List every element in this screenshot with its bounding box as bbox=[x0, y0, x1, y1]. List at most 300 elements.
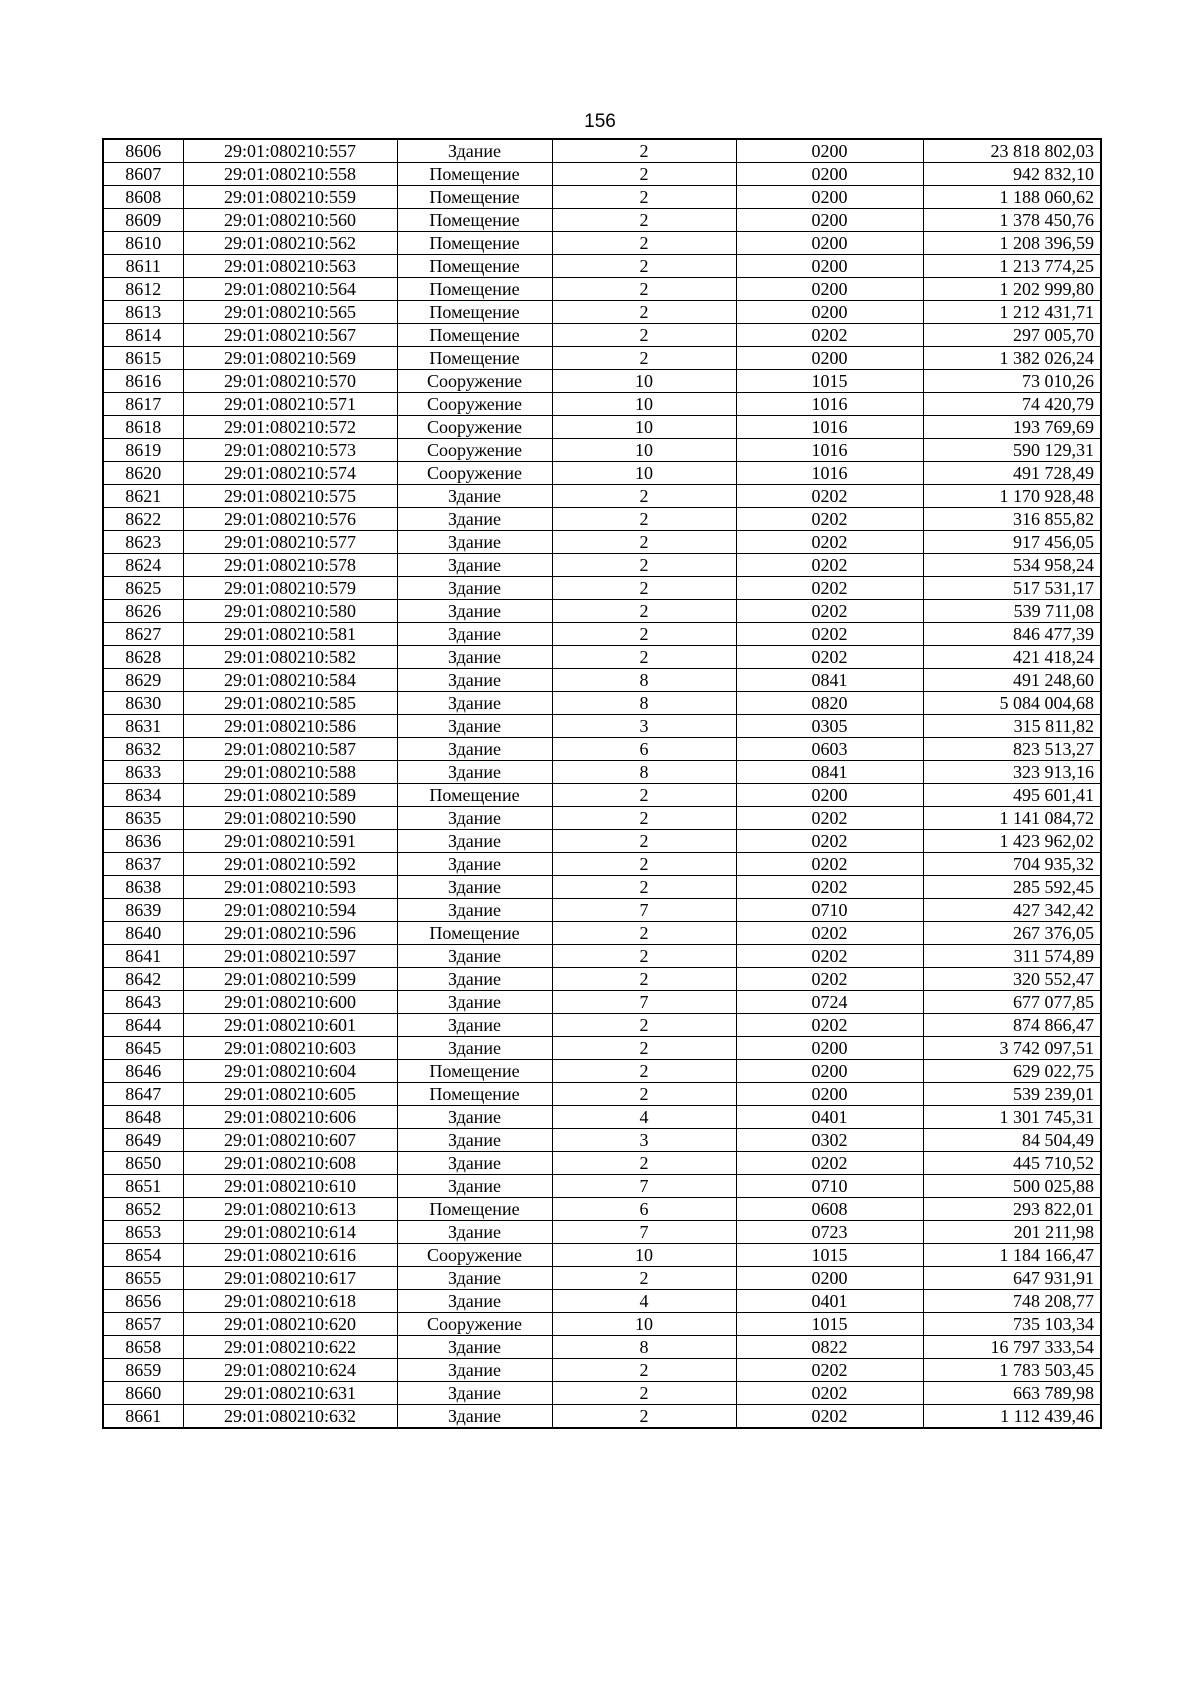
group-cell: 2 bbox=[552, 922, 736, 945]
cadastral-number-cell: 29:01:080210:577 bbox=[183, 531, 397, 554]
group-cell: 10 bbox=[552, 439, 736, 462]
cadastral-value-cell: 74 420,79 bbox=[923, 393, 1101, 416]
row-number-cell: 8612 bbox=[103, 278, 183, 301]
cadastral-value-cell: 267 376,05 bbox=[923, 922, 1101, 945]
row-number-cell: 8652 bbox=[103, 1198, 183, 1221]
row-number-cell: 8638 bbox=[103, 876, 183, 899]
table-row bbox=[103, 393, 1101, 416]
cadastral-value-cell: 193 769,69 bbox=[923, 416, 1101, 439]
row-number-cell: 8645 bbox=[103, 1037, 183, 1060]
group-cell: 2 bbox=[552, 1359, 736, 1382]
table-row bbox=[103, 139, 1101, 163]
cadastral-number-cell: 29:01:080210:601 bbox=[183, 1014, 397, 1037]
cadastral-value-cell: 495 601,41 bbox=[923, 784, 1101, 807]
group-cell: 7 bbox=[552, 1221, 736, 1244]
row-number-cell: 8650 bbox=[103, 1152, 183, 1175]
subgroup-code-cell: 0200 bbox=[736, 1060, 923, 1083]
subgroup-code-cell: 0202 bbox=[736, 945, 923, 968]
subgroup-code-cell: 0724 bbox=[736, 991, 923, 1014]
object-type-cell: Здание bbox=[397, 577, 552, 600]
object-type-cell: Помещение bbox=[397, 1198, 552, 1221]
object-type-cell: Помещение bbox=[397, 1083, 552, 1106]
object-type-cell: Здание bbox=[397, 715, 552, 738]
table-row bbox=[103, 1037, 1101, 1060]
cadastral-value-cell: 1 301 745,31 bbox=[923, 1106, 1101, 1129]
group-cell: 2 bbox=[552, 1014, 736, 1037]
object-type-cell: Помещение bbox=[397, 784, 552, 807]
row-number-cell: 8633 bbox=[103, 761, 183, 784]
subgroup-code-cell: 0302 bbox=[736, 1129, 923, 1152]
cadastral-value-cell: 1 213 774,25 bbox=[923, 255, 1101, 278]
table-row bbox=[103, 416, 1101, 439]
cadastral-value-cell: 590 129,31 bbox=[923, 439, 1101, 462]
subgroup-code-cell: 0202 bbox=[736, 830, 923, 853]
object-type-cell: Сооружение bbox=[397, 1244, 552, 1267]
row-number-cell: 8660 bbox=[103, 1382, 183, 1405]
object-type-cell: Сооружение bbox=[397, 416, 552, 439]
cadastral-value-cell: 942 832,10 bbox=[923, 163, 1101, 186]
row-number-cell: 8636 bbox=[103, 830, 183, 853]
cadastral-value-cell: 285 592,45 bbox=[923, 876, 1101, 899]
group-cell: 2 bbox=[552, 623, 736, 646]
subgroup-code-cell: 1015 bbox=[736, 370, 923, 393]
group-cell: 10 bbox=[552, 393, 736, 416]
row-number-cell: 8643 bbox=[103, 991, 183, 1014]
row-number-cell: 8651 bbox=[103, 1175, 183, 1198]
cadastral-value-cell: 1 188 060,62 bbox=[923, 186, 1101, 209]
table-body bbox=[103, 139, 1101, 1428]
cadastral-number-cell: 29:01:080210:594 bbox=[183, 899, 397, 922]
subgroup-code-cell: 0202 bbox=[736, 876, 923, 899]
cadastral-number-cell: 29:01:080210:607 bbox=[183, 1129, 397, 1152]
object-type-cell: Сооружение bbox=[397, 393, 552, 416]
object-type-cell: Здание bbox=[397, 738, 552, 761]
row-number-cell: 8649 bbox=[103, 1129, 183, 1152]
subgroup-code-cell: 0401 bbox=[736, 1106, 923, 1129]
table-row bbox=[103, 669, 1101, 692]
table-row bbox=[103, 1152, 1101, 1175]
cadastral-value-cell: 293 822,01 bbox=[923, 1198, 1101, 1221]
row-number-cell: 8635 bbox=[103, 807, 183, 830]
cadastral-number-cell: 29:01:080210:575 bbox=[183, 485, 397, 508]
subgroup-code-cell: 0202 bbox=[736, 1014, 923, 1037]
cadastral-number-cell: 29:01:080210:597 bbox=[183, 945, 397, 968]
cadastral-number-cell: 29:01:080210:558 bbox=[183, 163, 397, 186]
table-row bbox=[103, 1290, 1101, 1313]
row-number-cell: 8611 bbox=[103, 255, 183, 278]
group-cell: 2 bbox=[552, 232, 736, 255]
object-type-cell: Здание bbox=[397, 968, 552, 991]
cadastral-number-cell: 29:01:080210:574 bbox=[183, 462, 397, 485]
subgroup-code-cell: 0603 bbox=[736, 738, 923, 761]
row-number-cell: 8613 bbox=[103, 301, 183, 324]
cadastral-number-cell: 29:01:080210:608 bbox=[183, 1152, 397, 1175]
subgroup-code-cell: 0200 bbox=[736, 232, 923, 255]
subgroup-code-cell: 0200 bbox=[736, 301, 923, 324]
subgroup-code-cell: 0202 bbox=[736, 623, 923, 646]
table-row bbox=[103, 807, 1101, 830]
object-type-cell: Помещение bbox=[397, 255, 552, 278]
subgroup-code-cell: 0202 bbox=[736, 508, 923, 531]
group-cell: 2 bbox=[552, 347, 736, 370]
object-type-cell: Помещение bbox=[397, 186, 552, 209]
object-type-cell: Сооружение bbox=[397, 439, 552, 462]
object-type-cell: Здание bbox=[397, 1336, 552, 1359]
group-cell: 10 bbox=[552, 370, 736, 393]
table-row bbox=[103, 1359, 1101, 1382]
object-type-cell: Здание bbox=[397, 1290, 552, 1313]
group-cell: 7 bbox=[552, 1175, 736, 1198]
group-cell: 2 bbox=[552, 554, 736, 577]
group-cell: 3 bbox=[552, 1129, 736, 1152]
subgroup-code-cell: 0200 bbox=[736, 784, 923, 807]
group-cell: 2 bbox=[552, 968, 736, 991]
object-type-cell: Здание bbox=[397, 830, 552, 853]
object-type-cell: Здание bbox=[397, 1359, 552, 1382]
row-number-cell: 8614 bbox=[103, 324, 183, 347]
subgroup-code-cell: 0202 bbox=[736, 646, 923, 669]
cadastral-number-cell: 29:01:080210:573 bbox=[183, 439, 397, 462]
object-type-cell: Помещение bbox=[397, 232, 552, 255]
table-row bbox=[103, 646, 1101, 669]
cadastral-value-cell: 874 866,47 bbox=[923, 1014, 1101, 1037]
cadastral-number-cell: 29:01:080210:572 bbox=[183, 416, 397, 439]
table-row bbox=[103, 462, 1101, 485]
table-row bbox=[103, 1336, 1101, 1359]
cadastral-number-cell: 29:01:080210:592 bbox=[183, 853, 397, 876]
cadastral-number-cell: 29:01:080210:576 bbox=[183, 508, 397, 531]
object-type-cell: Здание bbox=[397, 508, 552, 531]
subgroup-code-cell: 0202 bbox=[736, 1382, 923, 1405]
row-number-cell: 8658 bbox=[103, 1336, 183, 1359]
cadastral-number-cell: 29:01:080210:587 bbox=[183, 738, 397, 761]
table-row bbox=[103, 784, 1101, 807]
cadastral-value-cell: 297 005,70 bbox=[923, 324, 1101, 347]
object-type-cell: Здание bbox=[397, 761, 552, 784]
group-cell: 2 bbox=[552, 1267, 736, 1290]
subgroup-code-cell: 0202 bbox=[736, 1405, 923, 1429]
subgroup-code-cell: 0202 bbox=[736, 853, 923, 876]
cadastral-number-cell: 29:01:080210:560 bbox=[183, 209, 397, 232]
cadastral-number-cell: 29:01:080210:565 bbox=[183, 301, 397, 324]
cadastral-number-cell: 29:01:080210:589 bbox=[183, 784, 397, 807]
cadastral-value-cell: 23 818 802,03 bbox=[923, 139, 1101, 163]
cadastral-number-cell: 29:01:080210:590 bbox=[183, 807, 397, 830]
row-number-cell: 8616 bbox=[103, 370, 183, 393]
row-number-cell: 8624 bbox=[103, 554, 183, 577]
cadastral-value-table bbox=[102, 138, 1102, 1429]
group-cell: 10 bbox=[552, 1313, 736, 1336]
object-type-cell: Здание bbox=[397, 1382, 552, 1405]
cadastral-number-cell: 29:01:080210:562 bbox=[183, 232, 397, 255]
object-type-cell: Здание bbox=[397, 1129, 552, 1152]
subgroup-code-cell: 0608 bbox=[736, 1198, 923, 1221]
subgroup-code-cell: 0710 bbox=[736, 899, 923, 922]
object-type-cell: Здание bbox=[397, 899, 552, 922]
cadastral-value-cell: 1 202 999,80 bbox=[923, 278, 1101, 301]
group-cell: 2 bbox=[552, 163, 736, 186]
row-number-cell: 8656 bbox=[103, 1290, 183, 1313]
cadastral-value-cell: 201 211,98 bbox=[923, 1221, 1101, 1244]
cadastral-value-cell: 539 711,08 bbox=[923, 600, 1101, 623]
table-row bbox=[103, 991, 1101, 1014]
group-cell: 2 bbox=[552, 1382, 736, 1405]
table-row bbox=[103, 1175, 1101, 1198]
cadastral-value-cell: 315 811,82 bbox=[923, 715, 1101, 738]
table-row bbox=[103, 278, 1101, 301]
cadastral-value-cell: 311 574,89 bbox=[923, 945, 1101, 968]
cadastral-value-cell: 517 531,17 bbox=[923, 577, 1101, 600]
cadastral-value-cell: 1 783 503,45 bbox=[923, 1359, 1101, 1382]
cadastral-value-cell: 1 382 026,24 bbox=[923, 347, 1101, 370]
row-number-cell: 8620 bbox=[103, 462, 183, 485]
group-cell: 2 bbox=[552, 830, 736, 853]
object-type-cell: Здание bbox=[397, 669, 552, 692]
group-cell: 2 bbox=[552, 876, 736, 899]
row-number-cell: 8634 bbox=[103, 784, 183, 807]
row-number-cell: 8628 bbox=[103, 646, 183, 669]
object-type-cell: Здание bbox=[397, 531, 552, 554]
object-type-cell: Здание bbox=[397, 139, 552, 163]
object-type-cell: Помещение bbox=[397, 324, 552, 347]
object-type-cell: Здание bbox=[397, 1106, 552, 1129]
row-number-cell: 8631 bbox=[103, 715, 183, 738]
subgroup-code-cell: 0200 bbox=[736, 347, 923, 370]
row-number-cell: 8641 bbox=[103, 945, 183, 968]
row-number-cell: 8642 bbox=[103, 968, 183, 991]
object-type-cell: Здание bbox=[397, 1014, 552, 1037]
group-cell: 2 bbox=[552, 1060, 736, 1083]
subgroup-code-cell: 0202 bbox=[736, 807, 923, 830]
row-number-cell: 8654 bbox=[103, 1244, 183, 1267]
subgroup-code-cell: 1016 bbox=[736, 462, 923, 485]
subgroup-code-cell: 1016 bbox=[736, 416, 923, 439]
row-number-cell: 8617 bbox=[103, 393, 183, 416]
table-row bbox=[103, 1129, 1101, 1152]
table-row bbox=[103, 324, 1101, 347]
cadastral-value-cell: 427 342,42 bbox=[923, 899, 1101, 922]
table-row bbox=[103, 830, 1101, 853]
table-row bbox=[103, 1382, 1101, 1405]
cadastral-value-cell: 1 112 439,46 bbox=[923, 1405, 1101, 1429]
row-number-cell: 8661 bbox=[103, 1405, 183, 1429]
cadastral-number-cell: 29:01:080210:588 bbox=[183, 761, 397, 784]
table-row bbox=[103, 761, 1101, 784]
object-type-cell: Здание bbox=[397, 485, 552, 508]
row-number-cell: 8623 bbox=[103, 531, 183, 554]
table-row bbox=[103, 738, 1101, 761]
cadastral-number-cell: 29:01:080210:606 bbox=[183, 1106, 397, 1129]
group-cell: 10 bbox=[552, 462, 736, 485]
object-type-cell: Здание bbox=[397, 1267, 552, 1290]
object-type-cell: Здание bbox=[397, 945, 552, 968]
table-row bbox=[103, 577, 1101, 600]
cadastral-value-cell: 917 456,05 bbox=[923, 531, 1101, 554]
cadastral-value-cell: 5 084 004,68 bbox=[923, 692, 1101, 715]
table-row bbox=[103, 439, 1101, 462]
cadastral-number-cell: 29:01:080210:622 bbox=[183, 1336, 397, 1359]
cadastral-value-cell: 73 010,26 bbox=[923, 370, 1101, 393]
object-type-cell: Здание bbox=[397, 807, 552, 830]
cadastral-number-cell: 29:01:080210:631 bbox=[183, 1382, 397, 1405]
object-type-cell: Здание bbox=[397, 554, 552, 577]
group-cell: 2 bbox=[552, 278, 736, 301]
subgroup-code-cell: 0202 bbox=[736, 968, 923, 991]
cadastral-number-cell: 29:01:080210:599 bbox=[183, 968, 397, 991]
object-type-cell: Здание bbox=[397, 991, 552, 1014]
group-cell: 2 bbox=[552, 807, 736, 830]
group-cell: 4 bbox=[552, 1106, 736, 1129]
cadastral-value-cell: 84 504,49 bbox=[923, 1129, 1101, 1152]
cadastral-number-cell: 29:01:080210:593 bbox=[183, 876, 397, 899]
cadastral-value-cell: 3 742 097,51 bbox=[923, 1037, 1101, 1060]
cadastral-value-cell: 677 077,85 bbox=[923, 991, 1101, 1014]
object-type-cell: Помещение bbox=[397, 209, 552, 232]
table-row bbox=[103, 1221, 1101, 1244]
group-cell: 2 bbox=[552, 1083, 736, 1106]
object-type-cell: Помещение bbox=[397, 278, 552, 301]
subgroup-code-cell: 0202 bbox=[736, 531, 923, 554]
cadastral-value-cell: 629 022,75 bbox=[923, 1060, 1101, 1083]
group-cell: 7 bbox=[552, 991, 736, 1014]
table-row bbox=[103, 1313, 1101, 1336]
row-number-cell: 8622 bbox=[103, 508, 183, 531]
object-type-cell: Здание bbox=[397, 623, 552, 646]
group-cell: 2 bbox=[552, 301, 736, 324]
row-number-cell: 8627 bbox=[103, 623, 183, 646]
object-type-cell: Сооружение bbox=[397, 462, 552, 485]
table-row bbox=[103, 922, 1101, 945]
group-cell: 3 bbox=[552, 715, 736, 738]
cadastral-value-cell: 1 212 431,71 bbox=[923, 301, 1101, 324]
group-cell: 2 bbox=[552, 853, 736, 876]
cadastral-value-cell: 323 913,16 bbox=[923, 761, 1101, 784]
row-number-cell: 8609 bbox=[103, 209, 183, 232]
object-type-cell: Здание bbox=[397, 600, 552, 623]
object-type-cell: Здание bbox=[397, 853, 552, 876]
row-number-cell: 8615 bbox=[103, 347, 183, 370]
group-cell: 2 bbox=[552, 1152, 736, 1175]
cadastral-number-cell: 29:01:080210:603 bbox=[183, 1037, 397, 1060]
group-cell: 6 bbox=[552, 738, 736, 761]
table-row bbox=[103, 255, 1101, 278]
table-row bbox=[103, 1014, 1101, 1037]
table-row bbox=[103, 853, 1101, 876]
cadastral-number-cell: 29:01:080210:570 bbox=[183, 370, 397, 393]
subgroup-code-cell: 0200 bbox=[736, 163, 923, 186]
cadastral-value-cell: 823 513,27 bbox=[923, 738, 1101, 761]
subgroup-code-cell: 1016 bbox=[736, 439, 923, 462]
row-number-cell: 8625 bbox=[103, 577, 183, 600]
cadastral-number-cell: 29:01:080210:613 bbox=[183, 1198, 397, 1221]
cadastral-number-cell: 29:01:080210:584 bbox=[183, 669, 397, 692]
group-cell: 2 bbox=[552, 186, 736, 209]
group-cell: 2 bbox=[552, 508, 736, 531]
group-cell: 8 bbox=[552, 692, 736, 715]
object-type-cell: Здание bbox=[397, 1405, 552, 1429]
cadastral-number-cell: 29:01:080210:617 bbox=[183, 1267, 397, 1290]
group-cell: 8 bbox=[552, 669, 736, 692]
cadastral-number-cell: 29:01:080210:563 bbox=[183, 255, 397, 278]
table-row bbox=[103, 370, 1101, 393]
object-type-cell: Здание bbox=[397, 1175, 552, 1198]
subgroup-code-cell: 0202 bbox=[736, 324, 923, 347]
group-cell: 10 bbox=[552, 416, 736, 439]
cadastral-number-cell: 29:01:080210:580 bbox=[183, 600, 397, 623]
subgroup-code-cell: 0202 bbox=[736, 1152, 923, 1175]
row-number-cell: 8647 bbox=[103, 1083, 183, 1106]
cadastral-number-cell: 29:01:080210:582 bbox=[183, 646, 397, 669]
group-cell: 2 bbox=[552, 945, 736, 968]
cadastral-number-cell: 29:01:080210:567 bbox=[183, 324, 397, 347]
table-row bbox=[103, 1083, 1101, 1106]
object-type-cell: Помещение bbox=[397, 1060, 552, 1083]
cadastral-value-cell: 1 184 166,47 bbox=[923, 1244, 1101, 1267]
group-cell: 2 bbox=[552, 646, 736, 669]
object-type-cell: Здание bbox=[397, 692, 552, 715]
cadastral-number-cell: 29:01:080210:564 bbox=[183, 278, 397, 301]
subgroup-code-cell: 0710 bbox=[736, 1175, 923, 1198]
table-row bbox=[103, 1198, 1101, 1221]
row-number-cell: 8610 bbox=[103, 232, 183, 255]
subgroup-code-cell: 0841 bbox=[736, 669, 923, 692]
object-type-cell: Здание bbox=[397, 876, 552, 899]
table-row bbox=[103, 968, 1101, 991]
row-number-cell: 8626 bbox=[103, 600, 183, 623]
cadastral-number-cell: 29:01:080210:632 bbox=[183, 1405, 397, 1429]
cadastral-number-cell: 29:01:080210:600 bbox=[183, 991, 397, 1014]
cadastral-number-cell: 29:01:080210:586 bbox=[183, 715, 397, 738]
table-row bbox=[103, 209, 1101, 232]
table-row bbox=[103, 508, 1101, 531]
subgroup-code-cell: 0202 bbox=[736, 485, 923, 508]
cadastral-value-cell: 445 710,52 bbox=[923, 1152, 1101, 1175]
subgroup-code-cell: 1016 bbox=[736, 393, 923, 416]
group-cell: 7 bbox=[552, 899, 736, 922]
cadastral-number-cell: 29:01:080210:596 bbox=[183, 922, 397, 945]
cadastral-value-cell: 1 170 928,48 bbox=[923, 485, 1101, 508]
row-number-cell: 8640 bbox=[103, 922, 183, 945]
cadastral-value-cell: 647 931,91 bbox=[923, 1267, 1101, 1290]
group-cell: 4 bbox=[552, 1290, 736, 1313]
subgroup-code-cell: 0202 bbox=[736, 577, 923, 600]
subgroup-code-cell: 0202 bbox=[736, 600, 923, 623]
group-cell: 2 bbox=[552, 1405, 736, 1429]
subgroup-code-cell: 0202 bbox=[736, 922, 923, 945]
cadastral-value-cell: 1 208 396,59 bbox=[923, 232, 1101, 255]
cadastral-value-cell: 500 025,88 bbox=[923, 1175, 1101, 1198]
row-number-cell: 8657 bbox=[103, 1313, 183, 1336]
group-cell: 2 bbox=[552, 600, 736, 623]
cadastral-value-cell: 704 935,32 bbox=[923, 853, 1101, 876]
table-row bbox=[103, 715, 1101, 738]
cadastral-number-cell: 29:01:080210:557 bbox=[183, 139, 397, 163]
group-cell: 2 bbox=[552, 531, 736, 554]
table-row bbox=[103, 1267, 1101, 1290]
cadastral-number-cell: 29:01:080210:604 bbox=[183, 1060, 397, 1083]
subgroup-code-cell: 1015 bbox=[736, 1313, 923, 1336]
subgroup-code-cell: 0841 bbox=[736, 761, 923, 784]
cadastral-number-cell: 29:01:080210:569 bbox=[183, 347, 397, 370]
object-type-cell: Помещение bbox=[397, 347, 552, 370]
cadastral-value-cell: 735 103,34 bbox=[923, 1313, 1101, 1336]
group-cell: 8 bbox=[552, 1336, 736, 1359]
subgroup-code-cell: 0200 bbox=[736, 278, 923, 301]
table-row bbox=[103, 1060, 1101, 1083]
cadastral-number-cell: 29:01:080210:585 bbox=[183, 692, 397, 715]
cadastral-number-cell: 29:01:080210:614 bbox=[183, 1221, 397, 1244]
table-row bbox=[103, 301, 1101, 324]
